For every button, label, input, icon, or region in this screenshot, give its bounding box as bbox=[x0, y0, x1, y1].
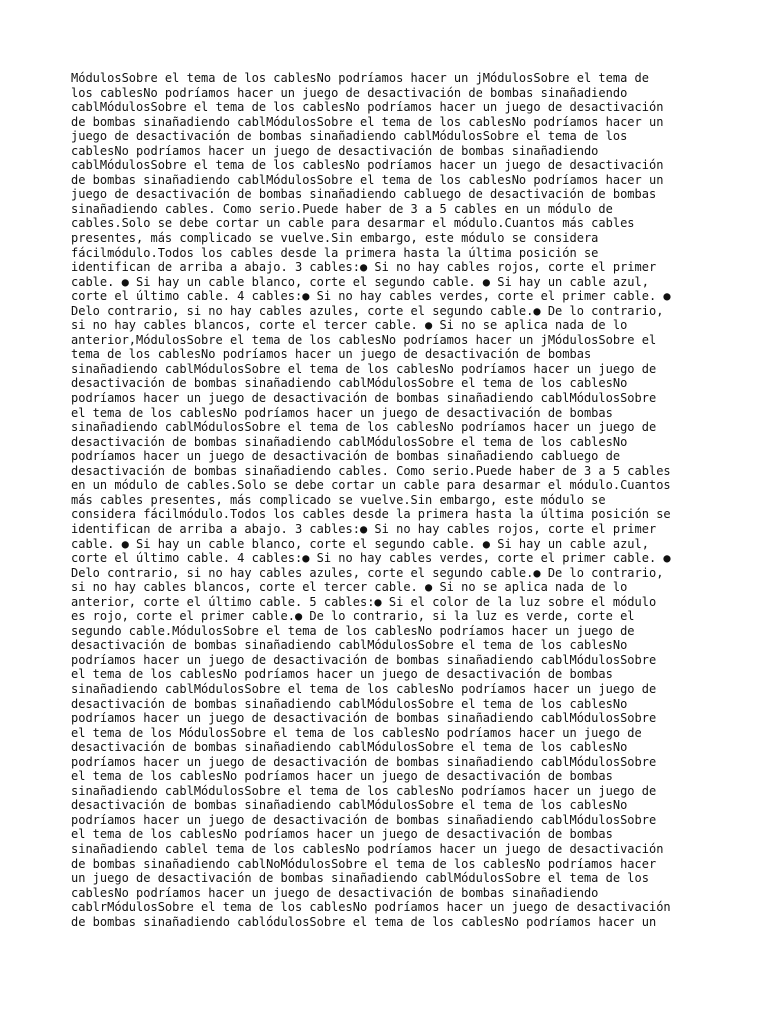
text-line: anterior, corte el último cable. 5 cables:● Si el color de la luz sobre el módulo bbox=[71, 594, 657, 609]
text-line: el tema de los cablesNo podríamos hacer un juego de desactivación de bombas bbox=[71, 405, 613, 420]
text-line: sinañadiendo cablel tema de los cablesNo podríamos hacer un juego de desactivación bbox=[71, 841, 664, 856]
text-line: el tema de los cablesNo podríamos hacer un juego de desactivación de bombas bbox=[71, 827, 613, 842]
text-line: identifican de arriba a abajo. 3 cables:● Si no hay cables rojos, corte el primer bbox=[71, 260, 657, 275]
text-line: de bombas sinañadiendo cablMódulosSobre el tema de los cablesNo podríamos hacer un bbox=[71, 114, 664, 129]
text-line: el tema de los MódulosSobre el tema de los cablesNo podríamos hacer un juego de bbox=[71, 725, 642, 740]
text-line: desactivación de bombas sinañadiendo cablMódulosSobre el tema de los cablesNo bbox=[71, 638, 628, 653]
text-line: sinañadiendo cablMódulosSobre el tema de los cablesNo podríamos hacer un juego de bbox=[71, 681, 657, 696]
text-line: en un módulo de cables.Solo se debe cortar un cable para desarmar el módulo.Cuantos bbox=[71, 478, 671, 493]
text-line: identifican de arriba a abajo. 3 cables:● Si no hay cables rojos, corte el primer bbox=[71, 521, 657, 536]
text-line: el tema de los cablesNo podríamos hacer un juego de desactivación de bombas bbox=[71, 769, 613, 784]
text-line: cablesNo podríamos hacer un juego de desactivación de bombas sinañadiendo bbox=[71, 143, 599, 158]
text-line: desactivación de bombas sinañadiendo cablMódulosSobre el tema de los cablesNo bbox=[71, 740, 628, 755]
text-line: los cablesNo podríamos hacer un juego de desactivación de bombas sinañadiendo bbox=[71, 85, 628, 100]
text-line: más cables presentes, más complicado se vuelve.Sin embargo, este módulo se bbox=[71, 492, 606, 507]
text-line: desactivación de bombas sinañadiendo cablMódulosSobre el tema de los cablesNo bbox=[71, 696, 628, 711]
text-line: podríamos hacer un juego de desactivación de bombas sinañadiendo cablMódulosSobre bbox=[71, 711, 657, 726]
text-line: sinañadiendo cablMódulosSobre el tema de los cablesNo podríamos hacer un juego de bbox=[71, 783, 657, 798]
text-line: podríamos hacer un juego de desactivación de bombas sinañadiendo cablMódulosSobre bbox=[71, 391, 657, 406]
text-line: fácilmódulo.Todos los cables desde la primera hasta la última posición se bbox=[71, 245, 599, 260]
text-line: de bombas sinañadiendo cablMódulosSobre el tema de los cablesNo podríamos hacer un bbox=[71, 172, 664, 187]
text-line: podríamos hacer un juego de desactivación de bombas sinañadiendo cablMódulosSobre bbox=[71, 652, 657, 667]
text-line: cable. ● Si hay un cable blanco, corte el segundo cable. ● Si hay un cable azul, bbox=[71, 274, 649, 289]
text-line: sinañadiendo cablMódulosSobre el tema de los cablesNo podríamos hacer un juego de bbox=[71, 361, 657, 376]
text-line: tema de los cablesNo podríamos hacer un juego de desactivación de bombas bbox=[71, 347, 592, 362]
text-line: podríamos hacer un juego de desactivación de bombas sinañadiendo cablMódulosSobre bbox=[71, 812, 657, 827]
text-line: el tema de los cablesNo podríamos hacer un juego de desactivación de bombas bbox=[71, 667, 613, 682]
text-line: si no hay cables blancos, corte el tercer cable. ● Si no se aplica nada de lo bbox=[71, 318, 628, 333]
text-line: MódulosSobre el tema de los cablesNo podríamos hacer un jMódulosSobre el tema de bbox=[71, 71, 649, 85]
text-line: corte el último cable. 4 cables:● Si no hay cables verdes, corte el primer cable. ● bbox=[71, 289, 671, 304]
text-line: de bombas sinañadiendo cablódulosSobre el tema de los cablesNo podríamos hacer un bbox=[71, 914, 657, 929]
text-line: desactivación de bombas sinañadiendo cablMódulosSobre el tema de los cablesNo bbox=[71, 434, 628, 449]
text-line: cablMódulosSobre el tema de los cablesNo podríamos hacer un juego de desactivación bbox=[71, 158, 664, 173]
text-line: cablMódulosSobre el tema de los cablesNo podríamos hacer un juego de desactivación bbox=[71, 100, 664, 115]
text-line: desactivación de bombas sinañadiendo cables. Como serio.Puede haber de 3 a 5 cables bbox=[71, 463, 671, 478]
text-line: considera fácilmódulo.Todos los cables desde la primera hasta la última posición se bbox=[71, 507, 671, 522]
text-line: es rojo, corte el primer cable.● De lo contrario, si la luz es verde, corte el bbox=[71, 609, 635, 624]
text-line: Delo contrario, si no hay cables azules, corte el segundo cable.● De lo contrario, bbox=[71, 303, 664, 318]
text-line: si no hay cables blancos, corte el tercer cable. ● Si no se aplica nada de lo bbox=[71, 580, 628, 595]
text-line: desactivación de bombas sinañadiendo cablMódulosSobre el tema de los cablesNo bbox=[71, 376, 628, 391]
text-line: juego de desactivación de bombas sinañadiendo cablMódulosSobre el tema de los bbox=[71, 129, 628, 144]
text-line: presentes, más complicado se vuelve.Sin embargo, este módulo se considera bbox=[71, 231, 599, 246]
text-line: cable. ● Si hay un cable blanco, corte el segundo cable. ● Si hay un cable azul, bbox=[71, 536, 649, 551]
text-line: segundo cable.MódulosSobre el tema de los cablesNo podríamos hacer un juego de bbox=[71, 623, 635, 638]
text-line: de bombas sinañadiendo cablNoMódulosSobre el tema de los cablesNo podríamos hacer bbox=[71, 856, 657, 871]
text-line: anterior,MódulosSobre el tema de los cablesNo podríamos hacer un jMódulosSobre el bbox=[71, 332, 657, 347]
text-line: corte el último cable. 4 cables:● Si no hay cables verdes, corte el primer cable. ● bbox=[71, 551, 671, 566]
body-text bbox=[71, 71, 701, 929]
text-line: Delo contrario, si no hay cables azules, corte el segundo cable.● De lo contrario, bbox=[71, 565, 664, 580]
text-line: desactivación de bombas sinañadiendo cablMódulosSobre el tema de los cablesNo bbox=[71, 798, 628, 813]
text-line: cablesNo podríamos hacer un juego de desactivación de bombas sinañadiendo bbox=[71, 885, 599, 900]
text-line: cablrMódulosSobre el tema de los cablesNo podríamos hacer un juego de desactivación bbox=[71, 900, 671, 915]
text-line: sinañadiendo cables. Como serio.Puede haber de 3 a 5 cables en un módulo de bbox=[71, 201, 613, 216]
text-line: un juego de desactivación de bombas sinañadiendo cablMódulosSobre el tema de los bbox=[71, 871, 649, 886]
text-line: sinañadiendo cablMódulosSobre el tema de los cablesNo podríamos hacer un juego de bbox=[71, 420, 657, 435]
text-line: cables.Solo se debe cortar un cable para desarmar el módulo.Cuantos más cables bbox=[71, 216, 635, 231]
text-line: podríamos hacer un juego de desactivación de bombas sinañadiendo cabluego de bbox=[71, 449, 621, 464]
text-line: podríamos hacer un juego de desactivación de bombas sinañadiendo cablMódulosSobre bbox=[71, 754, 657, 769]
text-line: juego de desactivación de bombas sinañadiendo cabluego de desactivación de bombas bbox=[71, 187, 657, 202]
